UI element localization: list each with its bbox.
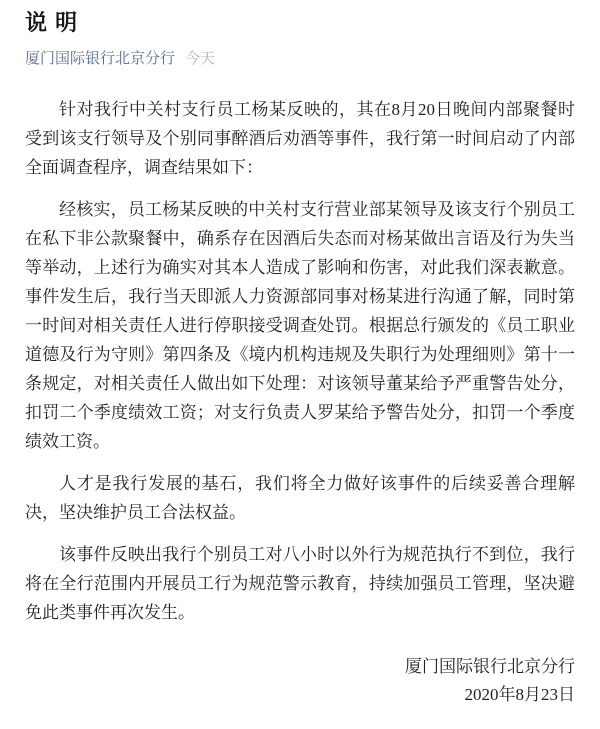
article-paragraph: 经核实，员工杨某反映的中关村支行营业部某领导及该支行个别员工在私下非公款聚餐中，确系存在因酒后失态而对杨某做出言语及行为失当等举动，上述行为确实对其本人造成了影响和伤害，对此我们深表歉意。事件发生后，我行当天即派人力资源部同事对杨某进行沟通了解，同时第一时间对相关责任人进行停职接受调查处罚。根据总行颁发的《员工职业道德及行为守则》第四条及《境内机构违规及失职行为处理细则》第十一条规定，对相关责任人做出如下处理：对该领导董某给予严重警告处分，扣罚二个季度绩效工资；对支行负责人罗某给予警告处分，扣罚一个季度绩效工资。 (25, 199, 575, 451)
signature-name: 厦门国际银行北京分行 (405, 656, 575, 676)
signature-date: 2020年8月23日 (464, 684, 575, 704)
account-name-link[interactable]: 厦门国际银行北京分行 (25, 49, 176, 67)
article-paragraph: 人才是我行发展的基石，我们将全力做好该事件的后续妥善合理解决，坚决维护员工合法权益。 (25, 473, 575, 522)
signature-block (25, 653, 575, 709)
article-paragraph: 该事件反映出我行个别员工对八小时以外行为规范执行不到位，我行将在全行范围内开展员工行为规范警示教育，持续加强员工管理，坚决避免此类事件再次发生。 (25, 544, 575, 622)
page-title: 说 明 (25, 10, 79, 35)
publish-time: 今天 (185, 49, 216, 67)
article-meta (25, 48, 575, 69)
article-body (25, 95, 575, 627)
article-paragraph: 针对我行中关村支行员工杨某反映的，其在8月20日晚间内部聚餐时受到该支行领导及个别同事醉酒后劝酒等事件，我行第一时间启动了内部全面调查程序，调查结果如下： (25, 99, 575, 177)
